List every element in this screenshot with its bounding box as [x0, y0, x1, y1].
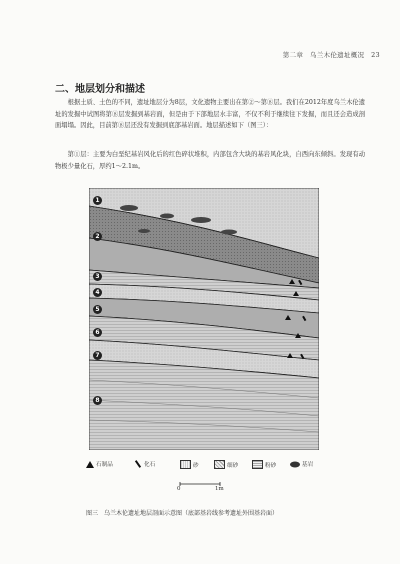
paragraph-1: 根据土质、土色的不同，遗址地层分为8层，文化遗物主要出在第②～第⑧层。我们在2012年度乌兰木伦遗址的发掘中试图将第⑧层发掘到基岩面，但是由于下部地层水丰富，不仅不利于继续往下发掘，而且还会造成剖面塌塌。因此，目前第⑧层还没有发掘到底部基岩面。地层描述如下（图三）：	[55, 99, 365, 130]
bedrock-block	[191, 217, 211, 223]
layer-number-8: 8	[93, 396, 102, 405]
bedrock-block	[138, 229, 150, 233]
bedrock-block	[160, 214, 174, 219]
legend-item-fossil: 化石	[134, 460, 155, 468]
bedrock-block	[120, 205, 138, 211]
triangle-icon	[86, 461, 94, 468]
legend	[86, 460, 326, 472]
section-title: 二、地层划分和描述	[55, 84, 145, 95]
running-head: 第二章 乌兰木伦遗址概况 23	[282, 51, 380, 59]
layer-number-2: 2	[93, 232, 102, 241]
scale-end-label: 1m	[215, 486, 224, 492]
legend-item-silt: 粉砂	[252, 460, 276, 469]
layer-number-3: 3	[93, 272, 102, 281]
layer-number-4: 4	[93, 288, 102, 297]
layer-number-6: 6	[93, 328, 102, 337]
legend-item-fine-sand: 细砂	[214, 460, 238, 469]
scale-start-label: 0	[177, 486, 181, 492]
bone-icon	[134, 460, 142, 468]
silt-swatch	[252, 460, 263, 469]
figure-caption: 图三 乌兰木伦遗址地层剖面示意图（底部基岩线参考遗址外围基岩面）	[86, 510, 279, 517]
legend-item-artifact: 石制品	[86, 460, 113, 468]
stratigraphic-section-figure	[89, 188, 319, 450]
paragraph-2: 第①层：主要为白垩纪基岩风化后的红色碎状堆积，内部包含大块的基岩风化块，自西向东倾斜。发现有动物极少量化石，厚约1～2.1m。	[55, 151, 365, 170]
bedrock-icon	[290, 461, 300, 468]
layer-number-1: 1	[93, 196, 102, 205]
scale-bar	[170, 480, 230, 494]
bedrock-block	[221, 230, 237, 235]
sand-swatch	[180, 460, 191, 469]
layer-number-7: 7	[93, 351, 102, 360]
fine-sand-swatch	[214, 460, 225, 469]
section-drawing	[89, 188, 319, 450]
legend-item-sand: 砂	[180, 460, 199, 469]
layer-number-5: 5	[93, 305, 102, 314]
legend-item-bedrock: 基岩	[290, 460, 313, 468]
